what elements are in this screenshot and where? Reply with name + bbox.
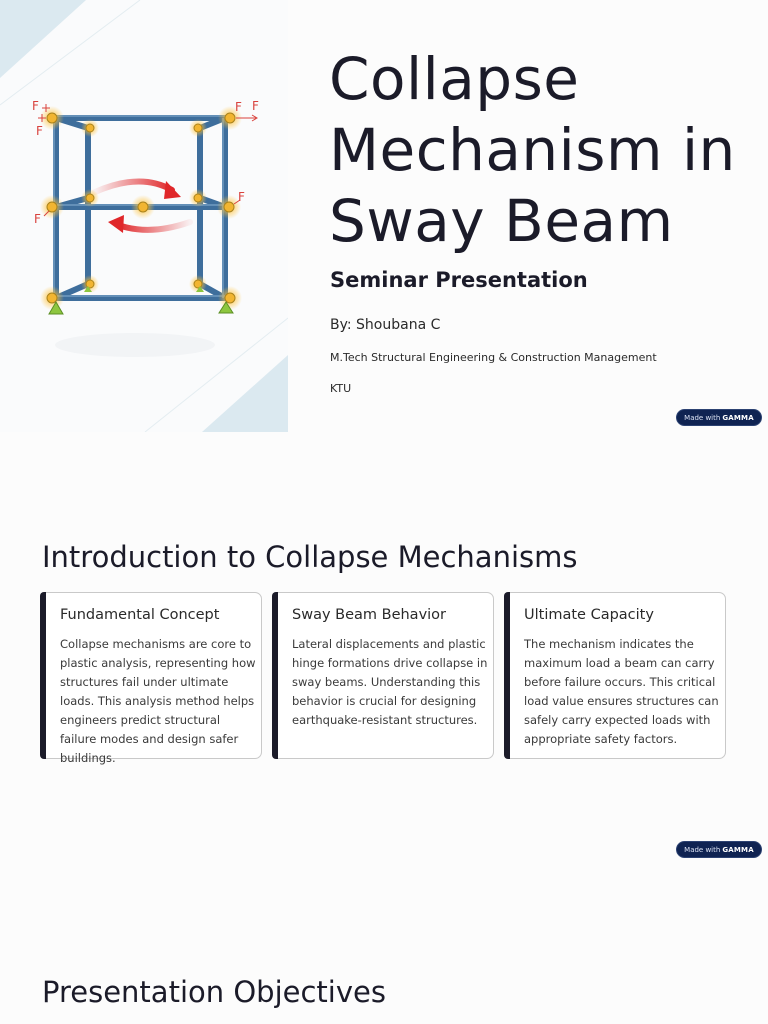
gamma-logo: GAMMA bbox=[722, 413, 754, 422]
card-body: Lateral displacements and plastic hinge formations drive collapse in sway beams. Understanding this behavior is crucial for designing earthquake-resistant structures. bbox=[292, 637, 488, 727]
section-title: Introduction to Collapse Mechanisms bbox=[42, 540, 578, 574]
author-line: By: Shoubana C bbox=[330, 317, 441, 333]
corner-decoration bbox=[0, 0, 86, 78]
made-with-gamma-badge[interactable] bbox=[676, 409, 762, 426]
section-title: Presentation Objectives bbox=[42, 975, 386, 1009]
card-accent-bar bbox=[504, 592, 510, 759]
force-label: F bbox=[238, 190, 245, 204]
objectives-slide bbox=[0, 864, 768, 1024]
made-with-gamma-badge[interactable] bbox=[676, 841, 762, 858]
gamma-logo: GAMMA bbox=[722, 845, 754, 854]
force-label: F bbox=[252, 99, 259, 113]
force-label: F bbox=[235, 100, 242, 114]
card-ultimate-capacity bbox=[504, 592, 726, 759]
introduction-slide bbox=[0, 432, 768, 864]
card-sway-beam-behavior bbox=[272, 592, 494, 759]
title-slide bbox=[0, 0, 768, 432]
force-label: F bbox=[36, 124, 43, 138]
force-label: F bbox=[34, 212, 41, 226]
sway-frame-diagram bbox=[0, 0, 288, 432]
frame-illustration bbox=[0, 0, 288, 432]
card-title: Sway Beam Behavior bbox=[292, 607, 447, 623]
card-accent-bar bbox=[40, 592, 46, 759]
corner-decoration bbox=[202, 355, 288, 432]
program-line: M.Tech Structural Engineering & Construction Management bbox=[330, 351, 657, 364]
presentation-title: Collapse Mechanism in Sway Beam bbox=[329, 45, 736, 255]
card-accent-bar bbox=[272, 592, 278, 759]
card-body: The mechanism indicates the maximum load a beam can carry before failure occurs. This critical load value ensures structures can safely carry expected loads with appropriate safety factors. bbox=[524, 637, 719, 746]
card-body: Collapse mechanisms are core to plastic analysis, representing how structures fail under ultimate loads. This analysis method helps engineers predict structural failure modes and design safer buildings. bbox=[60, 637, 256, 765]
force-label: F bbox=[32, 99, 39, 113]
university-line: KTU bbox=[330, 382, 352, 395]
card-fundamental-concept bbox=[40, 592, 262, 765]
card-title: Fundamental Concept bbox=[60, 607, 220, 623]
rotation-arrow-icon bbox=[95, 181, 172, 192]
presentation-subtitle: Seminar Presentation bbox=[330, 268, 588, 292]
badge-prefix: Made with bbox=[684, 413, 721, 422]
card-title: Ultimate Capacity bbox=[524, 607, 654, 623]
rotation-arrow-icon bbox=[118, 222, 190, 230]
badge-prefix: Made with bbox=[684, 845, 721, 854]
